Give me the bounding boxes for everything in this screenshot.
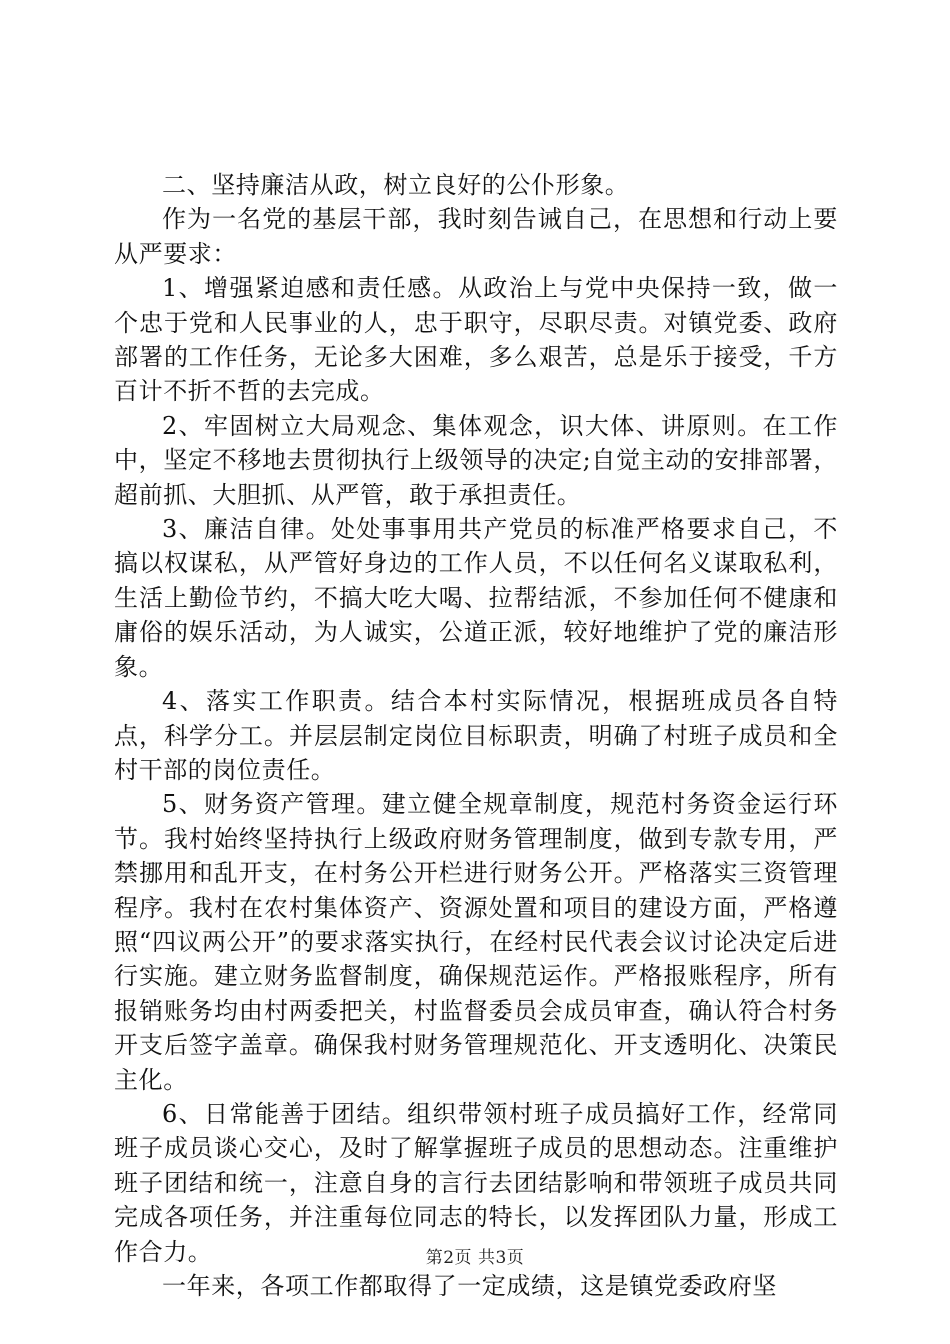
intro-paragraph: 作为一名党的基层干部，我时刻告诫自己，在思想和行动上要从严要求：	[114, 205, 838, 268]
page-footer	[0, 1243, 950, 1268]
section-heading: 二、坚持廉洁从政，树立良好的公仆形象。	[162, 171, 630, 199]
item-paragraph-4: 4、落实工作职责。结合本村实际情况，根据班成员各自特点，科学分工。并层层制定岗位目标职责，明确了村班子成员和全村干部的岗位责任。	[114, 687, 838, 784]
closing-paragraph: 一年来，各项工作都取得了一定成绩，这是镇党委政府坚	[162, 1272, 777, 1300]
item-paragraph-3: 3、廉洁自律。处处事事用共产党员的标准严格要求自己，不搞以权谋私，从严管好身边的工作人员，不以任何名义谋取私利，生活上勤俭节约，不搞大吃大喝、拉帮结派，不参加任何不健康和庸俗的娱乐活动，为人诚实，公道正派，较好地维护了党的廉洁形象。	[114, 515, 838, 681]
page-number: 第2页 共3页	[425, 1248, 525, 1268]
document-body	[114, 168, 838, 1303]
item-paragraph-2: 2、牢固树立大局观念、集体观念，识大体、讲原则。在工作中，坚定不移地去贯彻执行上级领导的决定;自觉主动的安排部署，超前抓、大胆抓、从严管，敢于承担责任。	[114, 411, 838, 509]
item-paragraph-6: 6、日常能善于团结。组织带领村班子成员搞好工作，经常同班子成员谈心交心，及时了解掌握班子成员的思想动态。注重维护班子团结和统一，注意自身的言行去团结影响和带领班子成员共同完成各项任务，并注重每位同志的特长，以发挥团队力量，形成工作合力。	[114, 1099, 838, 1266]
item-paragraph-5: 5、财务资产管理。建立健全规章制度，规范村务资金运行环节。我村始终坚持执行上级政府财务管理制度，做到专款专用，严禁挪用和乱开支，在村务公开栏进行财务公开。严格落实三资管理程序。我村在农村集体资产、资源处置和项目的建设方面，严格遵照“四议两公开”的要求落实执行，在经村民代表会议讨论决定后进行实施。建立财务监督制度，确保规范运作。严格报账程序，所有报销账务均由村两委把关，村监督委员会成员审查，确认符合村务开支后签字盖章。确保我村财务管理规范化、开支透明化、决策民主化。	[114, 790, 838, 1094]
item-paragraph-1: 1、增强紧迫感和责任感。从政治上与党中央保持一致，做一个忠于党和人民事业的人，忠于职守，尽职尽责。对镇党委、政府部署的工作任务，无论多大困难，多么艰苦，总是乐于接受，千方百计不折不哲的去完成。	[114, 274, 838, 406]
